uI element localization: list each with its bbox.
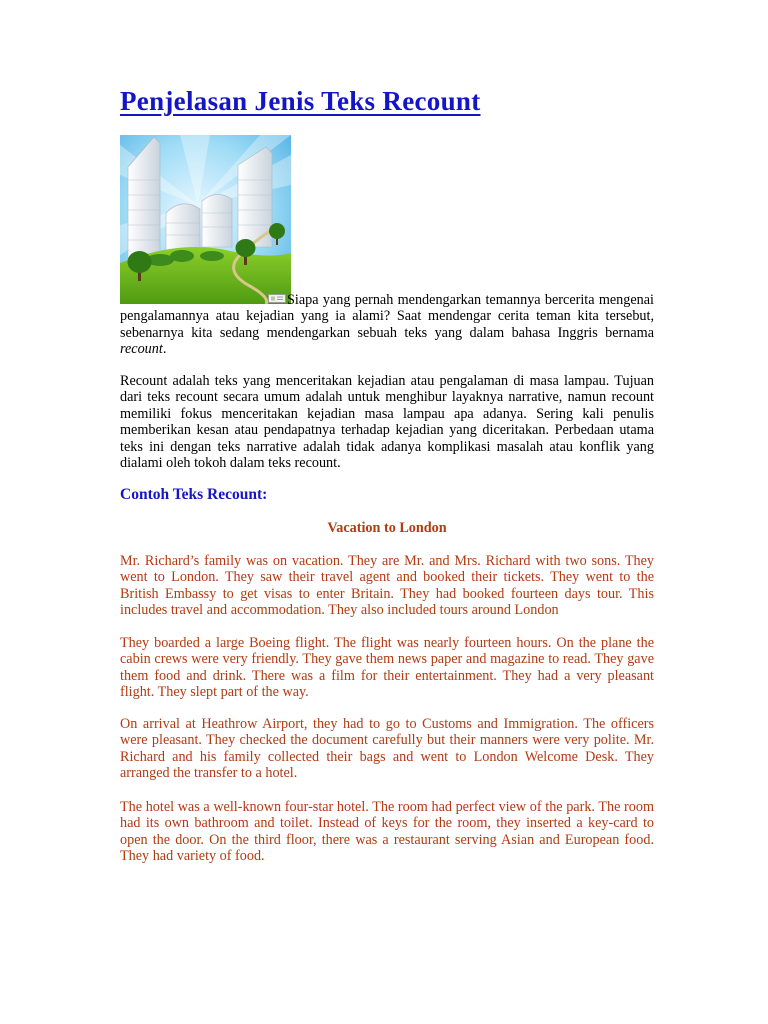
page-title[interactable]: Penjelasan Jenis Teks Recount xyxy=(120,86,481,116)
story-paragraph: They boarded a large Boeing flight. The flight was nearly fourteen hours. On the plane the cabin crews were very friendly. They gave them news paper and magazine to read. They gave them food and drink. There was a film for their entertainment. They had a very pleasant flight. They slept part of the way. xyxy=(120,635,654,701)
story-paragraph: Mr. Richard’s family was on vacation. They are Mr. and Mrs. Richard with two sons. They went to London. They saw their travel agent and booked their tickets. They went to the British Embassy to get visas to enter Britain. They had booked fourteen days tour. This includes travel and accommodation. They also included tours around London xyxy=(120,553,654,619)
intro-paragraph xyxy=(120,292,654,358)
story-paragraph: On arrival at Heathrow Airport, they had to go to Customs and Immigration. The officers were pleasant. They checked the document carefully but their manners were very polite. Mr. Richard and his family collected their bags and went to London Welcome Desk. They arranged the transfer to a hotel. xyxy=(120,716,654,782)
story-paragraph: The hotel was a well-known four-star hotel. The room had perfect view of the park. The room had its own bathroom and toilet. Instead of keys for the room, they inserted a key-card to open the door. On the third floor, there was a restaurant serving Asian and European food. They had variety of food. xyxy=(120,799,654,865)
intro-term: recount xyxy=(120,341,163,358)
definition-paragraph: Recount adalah teks yang menceritakan kejadian atau pengalaman di masa lampau. Tujuan dari teks recount secara umum adalah untuk menghibur layaknya narrative, namun recount memiliki fokus menceritakan kejadian masa lampau apa adanya. Sering kali penulis memberikan kesan atau pendapatnya terhadap kejadian yang diceritakan. Perbedaan utama teks ini dengan teks narrative adalah tidak adanya komplikasi masalah atau konflik yang dialami oleh tokoh dalam teks recount. xyxy=(120,373,654,472)
intro-text: Siapa yang pernah mendengarkan temannya bercerita mengenai pengalamannya atau kejadian yang ia alami? Saat mendengar cerita teman kita tersebut, sebenarnya kita sedang mendengarkan sebuah teks yang dalam bahasa Inggris bernama xyxy=(120,292,654,341)
intro-end: . xyxy=(162,341,167,358)
story-title: Vacation to London xyxy=(327,520,447,536)
example-heading: Contoh Teks Recount: xyxy=(120,486,268,503)
city-park-illustration xyxy=(120,135,291,304)
